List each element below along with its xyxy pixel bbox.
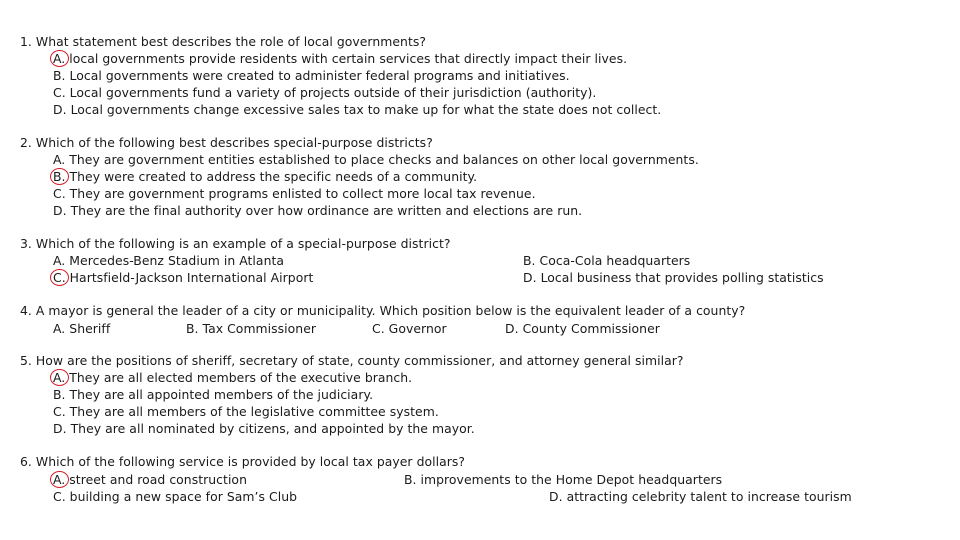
question-1-option-c: C. Local governments fund a variety of projects outside of their jurisdiction (authority). xyxy=(53,85,597,100)
question-6-prompt: 6. Which of the following service is provided by local tax payer dollars? xyxy=(20,454,466,469)
question-5-prompt: 5. How are the positions of sheriff, secretary of state, county commissioner, and attorney general similar? xyxy=(20,353,684,368)
question-1-option-b: B. Local governments were created to administer federal programs and initiatives. xyxy=(53,68,570,83)
question-1-prompt: 1. What statement best describes the role of local governments? xyxy=(20,34,426,49)
question-1-option-a: A. local governments provide residents with certain services that directly impact their lives. xyxy=(53,51,628,66)
question-3-option-a: A. Mercedes-Benz Stadium in Atlanta xyxy=(53,253,285,268)
question-2-option-b: B. They were created to address the specific needs of a community. xyxy=(53,169,478,184)
question-3-option-b: B. Coca-Cola headquarters xyxy=(523,253,691,268)
question-4-option-a: A. Sheriff xyxy=(53,321,111,336)
question-4-prompt: 4. A mayor is general the leader of a city or municipality. Which position below is the equivalent leader of a county? xyxy=(20,303,746,318)
question-2-option-d: D. They are the final authority over how ordinance are written and elections are run. xyxy=(53,203,583,218)
answer-circle-q2 xyxy=(50,168,69,185)
answer-circle-q5 xyxy=(50,369,69,386)
question-4-option-b: B. Tax Commissioner xyxy=(186,321,317,336)
answer-circle-q1 xyxy=(50,50,69,67)
question-6-option-b: B. improvements to the Home Depot headquarters xyxy=(404,472,723,487)
question-6-option-c: C. building a new space for Sam’s Club xyxy=(53,489,298,504)
question-5-option-d: D. They are all nominated by citizens, and appointed by the mayor. xyxy=(53,421,475,436)
question-1-option-d: D. Local governments change excessive sales tax to make up for what the state does not collect. xyxy=(53,102,662,117)
question-3-option-c: C. Hartsfield-Jackson International Airport xyxy=(53,270,314,285)
question-2-prompt: 2. Which of the following best describes special-purpose districts? xyxy=(20,135,433,150)
question-4-option-d: D. County Commissioner xyxy=(505,321,660,336)
question-2-option-c: C. They are government programs enlisted to collect more local tax revenue. xyxy=(53,186,536,201)
question-6-option-d: D. attracting celebrity talent to increase tourism xyxy=(549,489,852,504)
question-3-prompt: 3. Which of the following is an example of a special-purpose district? xyxy=(20,236,451,251)
question-5-option-a: A. They are all elected members of the executive branch. xyxy=(53,370,413,385)
question-6-option-a: A. street and road construction xyxy=(53,472,247,487)
question-2-option-a: A. They are government entities established to place checks and balances on other local governments. xyxy=(53,152,699,167)
question-5-option-b: B. They are all appointed members of the judiciary. xyxy=(53,387,374,402)
question-4-option-c: C. Governor xyxy=(372,321,447,336)
answer-circle-q3 xyxy=(50,269,69,286)
question-3-option-d: D. Local business that provides polling statistics xyxy=(523,270,824,285)
answer-circle-q6 xyxy=(50,471,69,488)
question-5-option-c: C. They are all members of the legislative committee system. xyxy=(53,404,439,419)
